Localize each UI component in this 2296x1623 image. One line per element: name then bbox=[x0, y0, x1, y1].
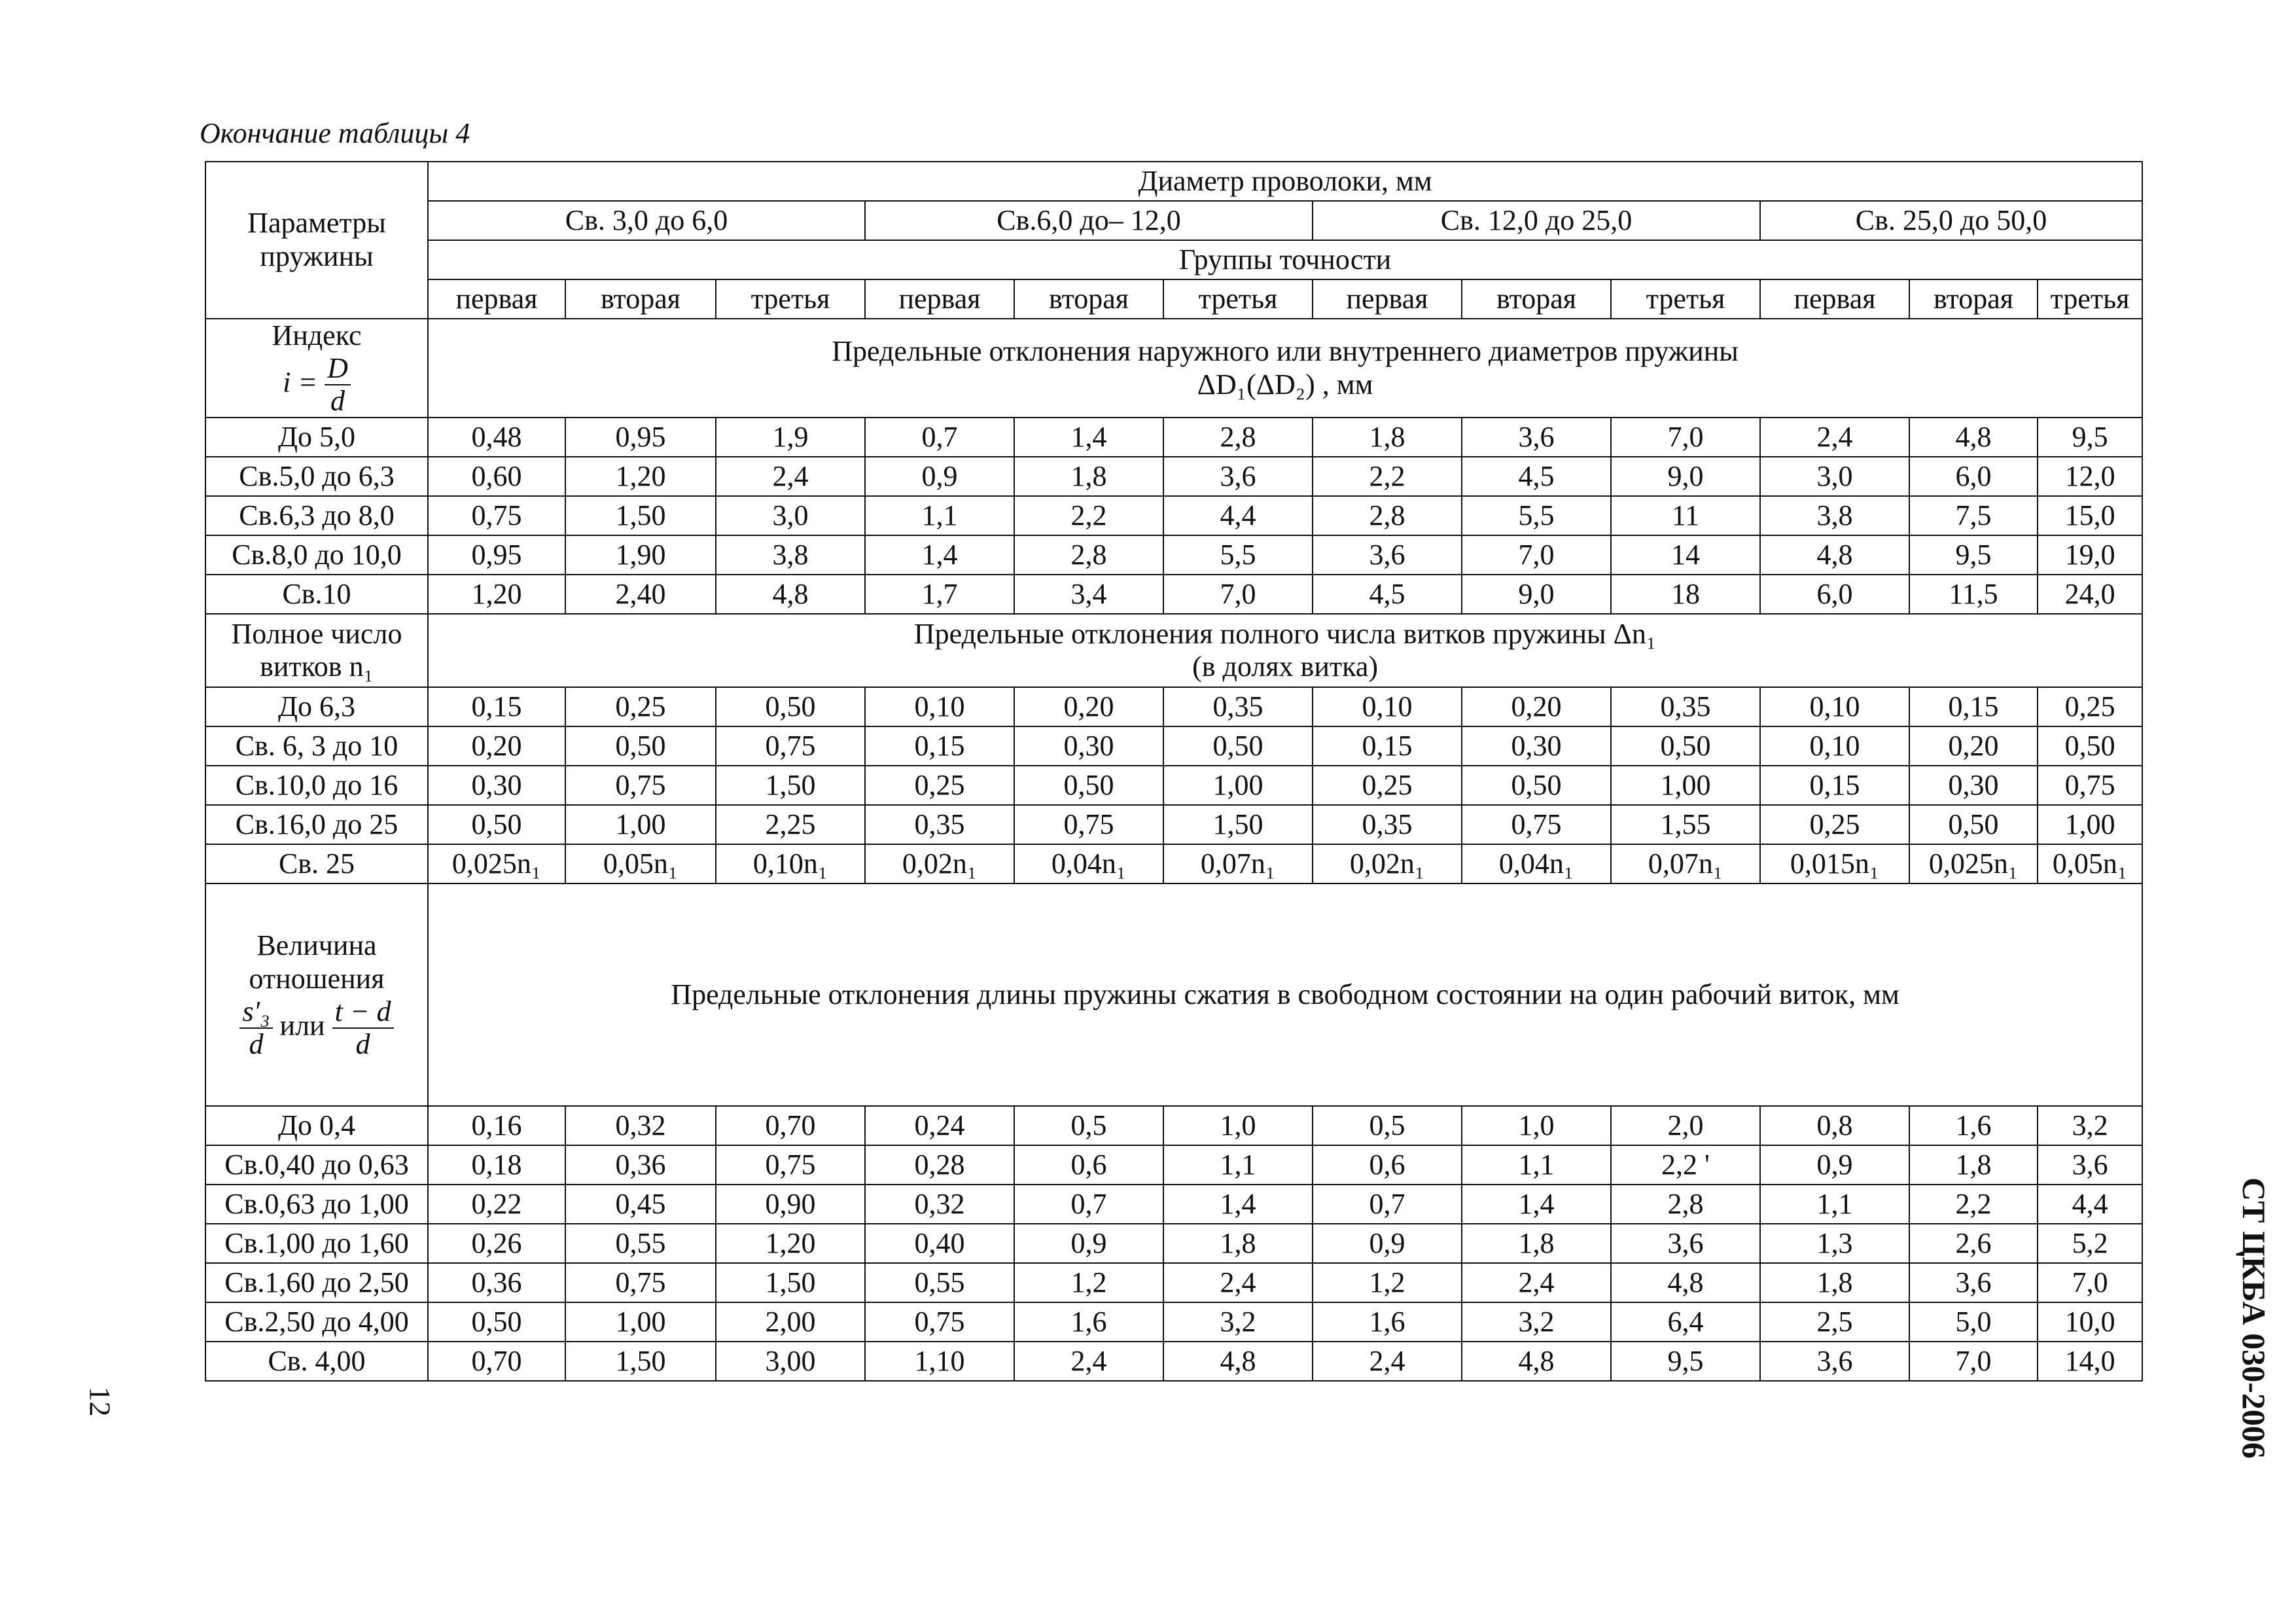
table-cell: 1,8 bbox=[1313, 418, 1462, 457]
table-cell: 0,7 bbox=[865, 418, 1014, 457]
table-cell: 7,0 bbox=[1163, 575, 1313, 614]
table-cell: 1,8 bbox=[1760, 1263, 1909, 1302]
header-group-12: третья bbox=[2038, 279, 2142, 319]
table-cell: 2,4 bbox=[716, 457, 865, 496]
table-cell: 0,30 bbox=[1014, 726, 1163, 766]
table-cell: 1,4 bbox=[1462, 1185, 1611, 1224]
table-cell: 5,5 bbox=[1462, 496, 1611, 535]
section3-param-formula: $\frac{\text{s′₃}}{d}$ или $\frac{t - d}{d}$ bbox=[206, 996, 427, 1061]
table-cell: 14,0 bbox=[2038, 1342, 2142, 1381]
table-cell: 2,8 bbox=[1313, 496, 1462, 535]
table-cell: 0,15 bbox=[1313, 726, 1462, 766]
table-cell: 1,0 bbox=[1163, 1106, 1313, 1145]
table-cell: 0,025n₁ bbox=[1909, 844, 2038, 883]
row-label: Св.10 bbox=[205, 575, 428, 614]
table-cell: 3,6 bbox=[1313, 535, 1462, 575]
table-cell: 0,15 bbox=[865, 726, 1014, 766]
table-cell: 2,0 bbox=[1611, 1106, 1760, 1145]
table-cell: 0,60 bbox=[428, 457, 565, 496]
table-cell: 1,1 bbox=[1760, 1185, 1909, 1224]
table-cell: 2,8 bbox=[1163, 418, 1313, 457]
table-cell: 1,8 bbox=[1909, 1145, 2038, 1185]
table-cell: 3,00 bbox=[716, 1342, 865, 1381]
header-wire-diameter: Диаметр проволоки, мм bbox=[428, 162, 2142, 201]
section3-head-row bbox=[205, 883, 2142, 1106]
table-cell: 0,55 bbox=[865, 1263, 1014, 1302]
header-group-10: первая bbox=[1760, 279, 1909, 319]
table-cell: 0,015n₁ bbox=[1760, 844, 1909, 883]
table-cell: 0,02n₁ bbox=[865, 844, 1014, 883]
table-cell: 1,10 bbox=[865, 1342, 1014, 1381]
table-cell: 9,5 bbox=[1611, 1342, 1760, 1381]
table-cell: 0,5 bbox=[1014, 1106, 1163, 1145]
table-cell: 2,5 bbox=[1760, 1302, 1909, 1342]
table-cell: 0,75 bbox=[565, 1263, 716, 1302]
row-label: До 5,0 bbox=[205, 418, 428, 457]
table-cell: 0,18 bbox=[428, 1145, 565, 1185]
header-range-4: Св. 25,0 до 50,0 bbox=[1760, 201, 2142, 240]
table-cell: 4,8 bbox=[716, 575, 865, 614]
table-cell: 0,35 bbox=[1313, 805, 1462, 844]
row-label: Св.1,60 до 2,50 bbox=[205, 1263, 428, 1302]
table-cell: 4,8 bbox=[1462, 1342, 1611, 1381]
table-cell: 2,4 bbox=[1014, 1342, 1163, 1381]
table-cell: 0,48 bbox=[428, 418, 565, 457]
table-cell: 1,6 bbox=[1014, 1302, 1163, 1342]
table-cell: 7,0 bbox=[2038, 1263, 2142, 1302]
table-cell: 2,4 bbox=[1462, 1263, 1611, 1302]
table-cell: 3,2 bbox=[2038, 1106, 2142, 1145]
table-row bbox=[205, 1106, 2142, 1145]
document-code: СТ ЦКБА 030-2006 bbox=[2235, 1177, 2272, 1459]
table-cell: 11 bbox=[1611, 496, 1760, 535]
table-cell: 3,6 bbox=[1462, 418, 1611, 457]
table-cell: 19,0 bbox=[2038, 535, 2142, 575]
table-cell: 0,9 bbox=[1313, 1224, 1462, 1263]
table-cell: 0,15 bbox=[1760, 766, 1909, 805]
table-cell: 0,50 bbox=[428, 805, 565, 844]
table-cell: 0,025n₁ bbox=[428, 844, 565, 883]
table-cell: 0,5 bbox=[1313, 1106, 1462, 1145]
table-cell: 0,75 bbox=[716, 1145, 865, 1185]
table-cell: 0,95 bbox=[428, 535, 565, 575]
table-cell: 0,20 bbox=[1909, 726, 2038, 766]
table-cell: 1,3 bbox=[1760, 1224, 1909, 1263]
table-row bbox=[205, 1302, 2142, 1342]
table-cell: 1,50 bbox=[716, 1263, 865, 1302]
table-cell: 1,2 bbox=[1313, 1263, 1462, 1302]
table-cell: 6,0 bbox=[1909, 457, 2038, 496]
table-cell: 5,5 bbox=[1163, 535, 1313, 575]
table-cell: 7,0 bbox=[1611, 418, 1760, 457]
table-cell: 0,50 bbox=[1163, 726, 1313, 766]
table-cell: 1,8 bbox=[1014, 457, 1163, 496]
table-cell: 0,9 bbox=[865, 457, 1014, 496]
table-cell: 3,6 bbox=[1163, 457, 1313, 496]
table-cell: 0,75 bbox=[2038, 766, 2142, 805]
table-cell: 6,4 bbox=[1611, 1302, 1760, 1342]
row-label: Св.0,40 до 0,63 bbox=[205, 1145, 428, 1185]
table-cell: 24,0 bbox=[2038, 575, 2142, 614]
table-cell: 4,5 bbox=[1313, 575, 1462, 614]
table-row bbox=[205, 1224, 2142, 1263]
table-cell: 0,30 bbox=[428, 766, 565, 805]
table-cell: 18 bbox=[1611, 575, 1760, 614]
table-cell: 0,15 bbox=[1909, 687, 2038, 726]
table-cell: 0,25 bbox=[1760, 805, 1909, 844]
table-cell: 9,5 bbox=[2038, 418, 2142, 457]
table-cell: 0,70 bbox=[428, 1342, 565, 1381]
table-cell: 0,07n₁ bbox=[1163, 844, 1313, 883]
table-cell: 0,20 bbox=[428, 726, 565, 766]
table-cell: 0,35 bbox=[1163, 687, 1313, 726]
table-cell: 0,8 bbox=[1760, 1106, 1909, 1145]
table-cell: 0,90 bbox=[716, 1185, 865, 1224]
table-cell: 15,0 bbox=[2038, 496, 2142, 535]
table-cell: 1,00 bbox=[2038, 805, 2142, 844]
page-number: 12 bbox=[83, 1386, 117, 1417]
table-cell: 0,25 bbox=[565, 687, 716, 726]
table-cell: 3,8 bbox=[1760, 496, 1909, 535]
section1-fraction: $\frac{D}{d}$ bbox=[325, 353, 351, 418]
table-cell: 9,5 bbox=[1909, 535, 2038, 575]
table-cell: 0,32 bbox=[565, 1106, 716, 1145]
table-cell: 2,4 bbox=[1760, 418, 1909, 457]
table-cell: 1,55 bbox=[1611, 805, 1760, 844]
table-cell: 0,30 bbox=[1462, 726, 1611, 766]
table-cell: 0,95 bbox=[565, 418, 716, 457]
header-params: Параметры пружины bbox=[205, 162, 428, 319]
header-group-6: третья bbox=[1163, 279, 1313, 319]
row-label: Св.16,0 до 25 bbox=[205, 805, 428, 844]
table-cell: 3,4 bbox=[1014, 575, 1163, 614]
table-cell: 0,10 bbox=[1313, 687, 1462, 726]
row-label: До 6,3 bbox=[205, 687, 428, 726]
table-row bbox=[205, 1145, 2142, 1185]
row-label: Св. 6, 3 до 10 bbox=[205, 726, 428, 766]
table-cell: 1,20 bbox=[565, 457, 716, 496]
table-row bbox=[205, 457, 2142, 496]
table-cell: 0,50 bbox=[716, 687, 865, 726]
table-cell: 3,6 bbox=[2038, 1145, 2142, 1185]
table-cell: 0,28 bbox=[865, 1145, 1014, 1185]
table-row bbox=[205, 726, 2142, 766]
table-cell: 2,2 bbox=[1909, 1185, 2038, 1224]
table-cell: 0,75 bbox=[716, 726, 865, 766]
table-cell: 10,0 bbox=[2038, 1302, 2142, 1342]
header-range-3: Св. 12,0 до 25,0 bbox=[1313, 201, 1760, 240]
table-cell: 0,50 bbox=[1909, 805, 2038, 844]
table-row bbox=[205, 844, 2142, 883]
table-cell: 7,0 bbox=[1462, 535, 1611, 575]
table-cell: 2,25 bbox=[716, 805, 865, 844]
table-cell: 4,8 bbox=[1909, 418, 2038, 457]
table-cell: 14 bbox=[1611, 535, 1760, 575]
table-cell: 2,00 bbox=[716, 1302, 865, 1342]
section1-param-formula: i = $\frac{D}{d}$ bbox=[206, 353, 427, 418]
row-label: Св. 4,00 bbox=[205, 1342, 428, 1381]
table-cell: 4,5 bbox=[1462, 457, 1611, 496]
table-cell: 2,8 bbox=[1611, 1185, 1760, 1224]
table-cell: 0,16 bbox=[428, 1106, 565, 1145]
table-cell: 1,1 bbox=[865, 496, 1014, 535]
tolerance-table bbox=[205, 161, 2143, 1382]
header-group-9: третья bbox=[1611, 279, 1760, 319]
table-cell: 0,26 bbox=[428, 1224, 565, 1263]
table-cell: 0,20 bbox=[1462, 687, 1611, 726]
table-cell: 0,75 bbox=[428, 496, 565, 535]
table-cell: 11,5 bbox=[1909, 575, 2038, 614]
table-cell: 1,00 bbox=[1163, 766, 1313, 805]
table-cell: 0,05n₁ bbox=[2038, 844, 2142, 883]
row-label: Св.0,63 до 1,00 bbox=[205, 1185, 428, 1224]
header-group-7: первая bbox=[1313, 279, 1462, 319]
table-cell: 1,50 bbox=[565, 1342, 716, 1381]
table-cell: 1,00 bbox=[1611, 766, 1760, 805]
table-cell: 1,20 bbox=[716, 1224, 865, 1263]
table-cell: 0,6 bbox=[1014, 1145, 1163, 1185]
table-row bbox=[205, 575, 2142, 614]
table-cell: 1,00 bbox=[565, 805, 716, 844]
table-cell: 3,6 bbox=[1909, 1263, 2038, 1302]
table-cell: 0,75 bbox=[565, 766, 716, 805]
section1-param-title: Индекс bbox=[272, 319, 362, 351]
table-cell: 3,0 bbox=[1760, 457, 1909, 496]
table-cell: 0,50 bbox=[1462, 766, 1611, 805]
table-cell: 0,04n₁ bbox=[1014, 844, 1163, 883]
table-cell: 0,25 bbox=[1313, 766, 1462, 805]
table-row bbox=[205, 535, 2142, 575]
table-cell: 0,9 bbox=[1760, 1145, 1909, 1185]
section1-head-row bbox=[205, 319, 2142, 418]
table-row bbox=[205, 766, 2142, 805]
table-cell: 0,24 bbox=[865, 1106, 1014, 1145]
header-group-8: вторая bbox=[1462, 279, 1611, 319]
table-cell: 4,4 bbox=[2038, 1185, 2142, 1224]
table-cell: 9,0 bbox=[1611, 457, 1760, 496]
table-cell: 0,20 bbox=[1014, 687, 1163, 726]
table-cell: 3,2 bbox=[1163, 1302, 1313, 1342]
table-cell: 2,2 bbox=[1014, 496, 1163, 535]
header-group-2: вторая bbox=[565, 279, 716, 319]
table-cell: 1,4 bbox=[865, 535, 1014, 575]
table-cell: 0,05n₁ bbox=[565, 844, 716, 883]
table-cell: 0,50 bbox=[1014, 766, 1163, 805]
section3-title: Предельные отклонения длины пружины сжатия в свободном состоянии на один рабочий виток, мм bbox=[428, 883, 2142, 1106]
row-label: Св.8,0 до 10,0 bbox=[205, 535, 428, 575]
table-cell: 1,50 bbox=[565, 496, 716, 535]
row-label: Св.5,0 до 6,3 bbox=[205, 457, 428, 496]
table-cell: 0,36 bbox=[428, 1263, 565, 1302]
row-label: Св.2,50 до 4,00 bbox=[205, 1302, 428, 1342]
header-range-2: Св.6,0 до– 12,0 bbox=[865, 201, 1313, 240]
table-cell: 0,6 bbox=[1313, 1145, 1462, 1185]
table-cell: 0,75 bbox=[1462, 805, 1611, 844]
table-cell: 0,25 bbox=[865, 766, 1014, 805]
section2-head-row bbox=[205, 614, 2142, 687]
table-cell: 0,50 bbox=[2038, 726, 2142, 766]
table-cell: 0,50 bbox=[1611, 726, 1760, 766]
table-cell: 0,40 bbox=[865, 1224, 1014, 1263]
table-cell: 0,75 bbox=[1014, 805, 1163, 844]
header-group-1: первая bbox=[428, 279, 565, 319]
row-label: Св.10,0 до 16 bbox=[205, 766, 428, 805]
table-cell: 3,0 bbox=[716, 496, 865, 535]
table-cell: 0,22 bbox=[428, 1185, 565, 1224]
table-cell: 3,8 bbox=[716, 535, 865, 575]
header-groups-title: Группы точности bbox=[428, 240, 2142, 279]
table-cell: 0,10 bbox=[1760, 687, 1909, 726]
table-caption: Окончание таблицы 4 bbox=[200, 117, 470, 149]
table-cell: 2,8 bbox=[1014, 535, 1163, 575]
table-cell: 2,40 bbox=[565, 575, 716, 614]
table-cell: 0,75 bbox=[865, 1302, 1014, 1342]
table-cell: 0,50 bbox=[428, 1302, 565, 1342]
table-cell: 4,8 bbox=[1760, 535, 1909, 575]
table-row bbox=[205, 1263, 2142, 1302]
table-cell: 0,45 bbox=[565, 1185, 716, 1224]
table-cell: 0,32 bbox=[865, 1185, 1014, 1224]
table-cell: 0,70 bbox=[716, 1106, 865, 1145]
section2-title: Предельные отклонения полного числа витков пружины Δn₁ (в долях витка) bbox=[428, 614, 2142, 687]
table-cell: 1,4 bbox=[1163, 1185, 1313, 1224]
section1-param-cell bbox=[205, 319, 428, 418]
table-row bbox=[205, 1185, 2142, 1224]
table-cell: 1,2 bbox=[1014, 1263, 1163, 1302]
table-cell: 0,7 bbox=[1014, 1185, 1163, 1224]
table-cell: 1,50 bbox=[1163, 805, 1313, 844]
table-cell: 1,6 bbox=[1909, 1106, 2038, 1145]
table-cell: 3,2 bbox=[1462, 1302, 1611, 1342]
table-cell: 0,30 bbox=[1909, 766, 2038, 805]
header-group-4: первая bbox=[865, 279, 1014, 319]
header-group-5: вторая bbox=[1014, 279, 1163, 319]
table-cell: 0,9 bbox=[1014, 1224, 1163, 1263]
table-cell: 2,2 bbox=[1313, 457, 1462, 496]
table-cell: 5,0 bbox=[1909, 1302, 2038, 1342]
table-cell: 0,10n₁ bbox=[716, 844, 865, 883]
table-cell: 0,7 bbox=[1313, 1185, 1462, 1224]
table-row bbox=[205, 687, 2142, 726]
table-cell: 2,4 bbox=[1163, 1263, 1313, 1302]
table-body bbox=[205, 162, 2142, 1381]
section3-param-cell: Величина отношения $\frac{\text{s′₃}}{d}$ или $\frac{t - d}{d}$ bbox=[205, 883, 428, 1106]
table-cell: 1,1 bbox=[1163, 1145, 1313, 1185]
table-row bbox=[205, 1342, 2142, 1381]
table-cell: 1,50 bbox=[716, 766, 865, 805]
table-cell: 0,50 bbox=[565, 726, 716, 766]
table-cell: 3,6 bbox=[1611, 1224, 1760, 1263]
header-group-3: третья bbox=[716, 279, 865, 319]
header-row-ranges bbox=[205, 201, 2142, 240]
section1-title: Предельные отклонения наружного или внутреннего диаметров пружины ΔD₁(ΔD₂) , мм bbox=[428, 319, 2142, 418]
table-row bbox=[205, 805, 2142, 844]
table-cell: 0,02n₁ bbox=[1313, 844, 1462, 883]
table-cell: 0,10 bbox=[865, 687, 1014, 726]
table-cell: 0,35 bbox=[865, 805, 1014, 844]
header-row-diameter bbox=[205, 162, 2142, 201]
header-range-1: Св. 3,0 до 6,0 bbox=[428, 201, 865, 240]
table-cell: 0,35 bbox=[1611, 687, 1760, 726]
table-cell: 9,0 bbox=[1462, 575, 1611, 614]
table-cell: 1,4 bbox=[1014, 418, 1163, 457]
table-cell: 1,8 bbox=[1163, 1224, 1313, 1263]
table-cell: 1,0 bbox=[1462, 1106, 1611, 1145]
table-cell: 2,2 ' bbox=[1611, 1145, 1760, 1185]
table-cell: 4,8 bbox=[1611, 1263, 1760, 1302]
table-cell: 4,4 bbox=[1163, 496, 1313, 535]
table-cell: 0,15 bbox=[428, 687, 565, 726]
table-cell: 0,04n₁ bbox=[1462, 844, 1611, 883]
table-cell: 2,4 bbox=[1313, 1342, 1462, 1381]
table-cell: 7,5 bbox=[1909, 496, 2038, 535]
table-cell: 0,10 bbox=[1760, 726, 1909, 766]
table-cell: 4,8 bbox=[1163, 1342, 1313, 1381]
table-cell: 0,55 bbox=[565, 1224, 716, 1263]
table-row bbox=[205, 496, 2142, 535]
section2-param-title: Полное число витков n₁ bbox=[205, 614, 428, 687]
table-cell: 6,0 bbox=[1760, 575, 1909, 614]
table-cell: 0,25 bbox=[2038, 687, 2142, 726]
header-row-groups-title bbox=[205, 240, 2142, 279]
table-cell: 0,36 bbox=[565, 1145, 716, 1185]
table-cell: 1,90 bbox=[565, 535, 716, 575]
header-group-11: вторая bbox=[1909, 279, 2038, 319]
table-cell: 5,2 bbox=[2038, 1224, 2142, 1263]
table-cell: 2,6 bbox=[1909, 1224, 2038, 1263]
table-cell: 3,6 bbox=[1760, 1342, 1909, 1381]
header-row-groups bbox=[205, 279, 2142, 319]
table-cell: 7,0 bbox=[1909, 1342, 2038, 1381]
table-cell: 1,9 bbox=[716, 418, 865, 457]
table-cell: 1,6 bbox=[1313, 1302, 1462, 1342]
table-cell: 1,1 bbox=[1462, 1145, 1611, 1185]
table-cell: 1,20 bbox=[428, 575, 565, 614]
table-cell: 12,0 bbox=[2038, 457, 2142, 496]
row-label: До 0,4 bbox=[205, 1106, 428, 1145]
row-label: Св.6,3 до 8,0 bbox=[205, 496, 428, 535]
table-cell: 1,00 bbox=[565, 1302, 716, 1342]
table-cell: 0,07n₁ bbox=[1611, 844, 1760, 883]
row-label: Св. 25 bbox=[205, 844, 428, 883]
table-cell: 1,7 bbox=[865, 575, 1014, 614]
row-label: Св.1,00 до 1,60 bbox=[205, 1224, 428, 1263]
table-cell: 1,8 bbox=[1462, 1224, 1611, 1263]
table-row bbox=[205, 418, 2142, 457]
